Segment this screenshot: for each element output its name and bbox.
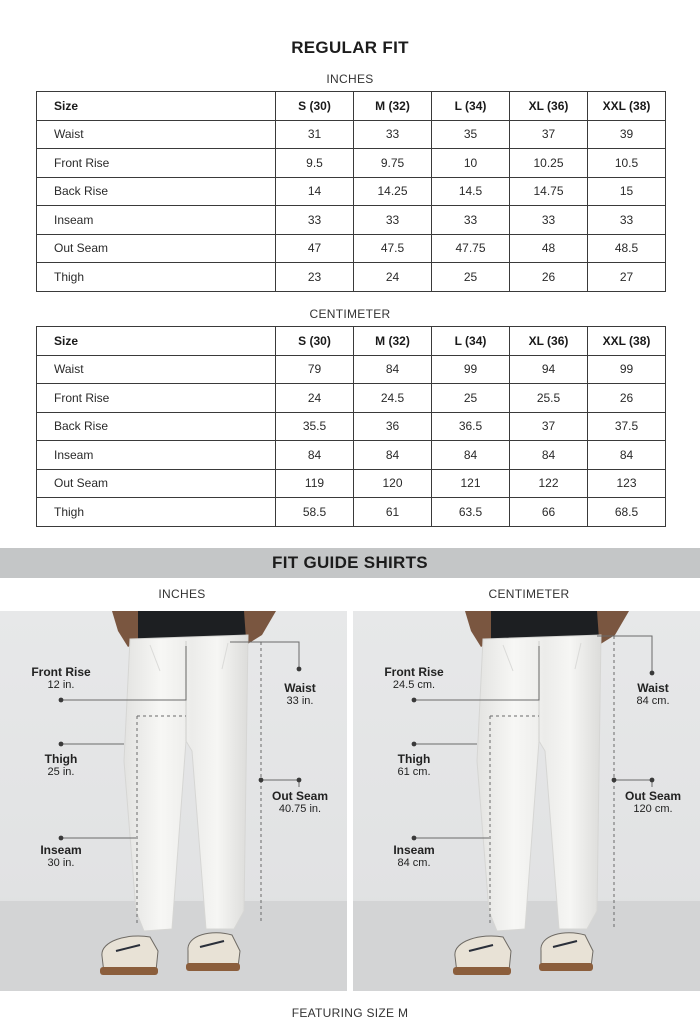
table-row (37, 469, 666, 498)
measurement-value: 24 (354, 263, 432, 292)
size-header: L (34) (432, 92, 510, 121)
measurement-value: 123 (588, 469, 666, 498)
out-seam-value: 40.75 in. (278, 803, 322, 815)
measurement-value: 47.75 (432, 234, 510, 263)
measurement-value: 35 (432, 120, 510, 149)
measurement-value: 25 (432, 263, 510, 292)
measurement-label: Back Rise (37, 177, 276, 206)
measurement-value: 37 (510, 120, 588, 149)
table-header-row (37, 92, 666, 121)
cm-table-label: CENTIMETER (309, 307, 391, 321)
measurement-label: Inseam (37, 441, 276, 470)
inseam-label: Inseam (393, 843, 435, 857)
measurement-value: 24 (276, 384, 354, 413)
size-header: XXL (38) (588, 327, 666, 356)
measurement-value: 33 (354, 120, 432, 149)
measurement-value: 48.5 (588, 234, 666, 263)
right-panel-label: CENTIMETER (488, 587, 570, 601)
fit-guide-banner: FIT GUIDE SHIRTS (0, 548, 700, 578)
front-rise-label: Front Rise (384, 665, 444, 679)
measurement-value: 122 (510, 469, 588, 498)
measurement-value: 84 (510, 441, 588, 470)
size-header: XL (36) (510, 327, 588, 356)
cm-size-table (36, 326, 666, 527)
measurement-value: 33 (588, 206, 666, 235)
measurement-value: 84 (276, 441, 354, 470)
measurement-value: 10.25 (510, 149, 588, 178)
measurement-value: 94 (510, 355, 588, 384)
inseam-value: 30 in. (47, 857, 75, 869)
measurement-value: 15 (588, 177, 666, 206)
measurement-label: Back Rise (37, 412, 276, 441)
measurement-value: 66 (510, 498, 588, 527)
measurement-value: 47 (276, 234, 354, 263)
measurement-value: 26 (588, 384, 666, 413)
measurement-value: 119 (276, 469, 354, 498)
measurement-value: 31 (276, 120, 354, 149)
inches-table-label: INCHES (326, 72, 374, 86)
measurement-label: Out Seam (37, 234, 276, 263)
table-header-row (37, 327, 666, 356)
footer-note: FEATURING SIZE M (291, 1006, 409, 1020)
table-row (37, 120, 666, 149)
size-header: M (32) (354, 327, 432, 356)
measurement-value: 14.75 (510, 177, 588, 206)
measurement-label: Inseam (37, 206, 276, 235)
measurement-value: 99 (432, 355, 510, 384)
measurement-label: Out Seam (37, 469, 276, 498)
measurement-value: 48 (510, 234, 588, 263)
measurement-value: 14.5 (432, 177, 510, 206)
measurement-value: 14.25 (354, 177, 432, 206)
measurement-value: 33 (510, 206, 588, 235)
measurement-value: 121 (432, 469, 510, 498)
inches-size-table (36, 91, 666, 292)
waist-label: Waist (284, 681, 316, 695)
out-seam-label: Out Seam (271, 789, 328, 803)
thigh-label: Thigh (44, 752, 78, 766)
measurement-value: 33 (276, 206, 354, 235)
waist-label: Waist (637, 681, 669, 695)
table-row (37, 263, 666, 292)
inseam-label: Inseam (40, 843, 82, 857)
measurement-label: Waist (37, 120, 276, 149)
left-inseam-annotation (22, 844, 100, 870)
measurement-value: 84 (354, 355, 432, 384)
measurement-value: 14 (276, 177, 354, 206)
measurement-label: Front Rise (37, 149, 276, 178)
out-seam-value: 120 cm. (633, 803, 673, 815)
front-rise-label: Front Rise (31, 665, 91, 679)
thigh-value: 25 in. (47, 766, 75, 778)
measurement-value: 36 (354, 412, 432, 441)
inseam-value: 84 cm. (397, 857, 431, 869)
size-column-header: Size (37, 327, 276, 356)
measurement-value: 26 (510, 263, 588, 292)
out-seam-label: Out Seam (624, 789, 681, 803)
measurement-value: 23 (276, 263, 354, 292)
size-column-header: Size (37, 92, 276, 121)
table-row (37, 177, 666, 206)
measurement-value: 99 (588, 355, 666, 384)
table-row (37, 412, 666, 441)
thigh-label: Thigh (397, 752, 431, 766)
measurement-value: 68.5 (588, 498, 666, 527)
measurement-value: 39 (588, 120, 666, 149)
right-thigh-annotation (375, 753, 453, 779)
right-out-seam-annotation (613, 790, 693, 816)
waist-value: 33 in. (286, 695, 314, 707)
right-inseam-annotation (375, 844, 453, 870)
measurement-value: 35.5 (276, 412, 354, 441)
table-row (37, 355, 666, 384)
table-row (37, 206, 666, 235)
measurement-value: 84 (432, 441, 510, 470)
measurement-value: 37.5 (588, 412, 666, 441)
measurement-value: 25.5 (510, 384, 588, 413)
size-header: M (32) (354, 92, 432, 121)
measurement-value: 79 (276, 355, 354, 384)
measurement-value: 58.5 (276, 498, 354, 527)
front-rise-value: 24.5 cm. (392, 679, 436, 691)
measurement-value: 84 (588, 441, 666, 470)
measurement-value: 10 (432, 149, 510, 178)
measurement-value: 36.5 (432, 412, 510, 441)
front-rise-value: 12 in. (47, 679, 75, 691)
size-header: S (30) (276, 327, 354, 356)
table-row (37, 498, 666, 527)
size-header: L (34) (432, 327, 510, 356)
measurement-value: 37 (510, 412, 588, 441)
table-row (37, 149, 666, 178)
measurement-value: 27 (588, 263, 666, 292)
waist-value: 84 cm. (636, 695, 670, 707)
measurement-value: 25 (432, 384, 510, 413)
measurement-value: 9.5 (276, 149, 354, 178)
table-row (37, 441, 666, 470)
measurement-value: 9.75 (354, 149, 432, 178)
page-title: REGULAR FIT (291, 38, 409, 57)
measurement-label: Thigh (37, 498, 276, 527)
size-header: S (30) (276, 92, 354, 121)
left-thigh-annotation (22, 753, 100, 779)
size-header: XL (36) (510, 92, 588, 121)
measurement-value: 33 (432, 206, 510, 235)
measurement-value: 63.5 (432, 498, 510, 527)
measurement-label: Waist (37, 355, 276, 384)
left-waist-annotation (260, 682, 340, 708)
thigh-value: 61 cm. (397, 766, 431, 778)
measurement-value: 24.5 (354, 384, 432, 413)
measurement-label: Thigh (37, 263, 276, 292)
measurement-value: 84 (354, 441, 432, 470)
right-waist-annotation (613, 682, 693, 708)
table-row (37, 234, 666, 263)
left-panel-label: INCHES (158, 587, 206, 601)
right-front-rise-annotation (375, 666, 453, 692)
measurement-value: 47.5 (354, 234, 432, 263)
left-out-seam-annotation (260, 790, 340, 816)
measurement-value: 33 (354, 206, 432, 235)
size-header: XXL (38) (588, 92, 666, 121)
measurement-value: 10.5 (588, 149, 666, 178)
measurement-value: 120 (354, 469, 432, 498)
table-row (37, 384, 666, 413)
measurement-value: 61 (354, 498, 432, 527)
measurement-label: Front Rise (37, 384, 276, 413)
left-front-rise-annotation (22, 666, 100, 692)
